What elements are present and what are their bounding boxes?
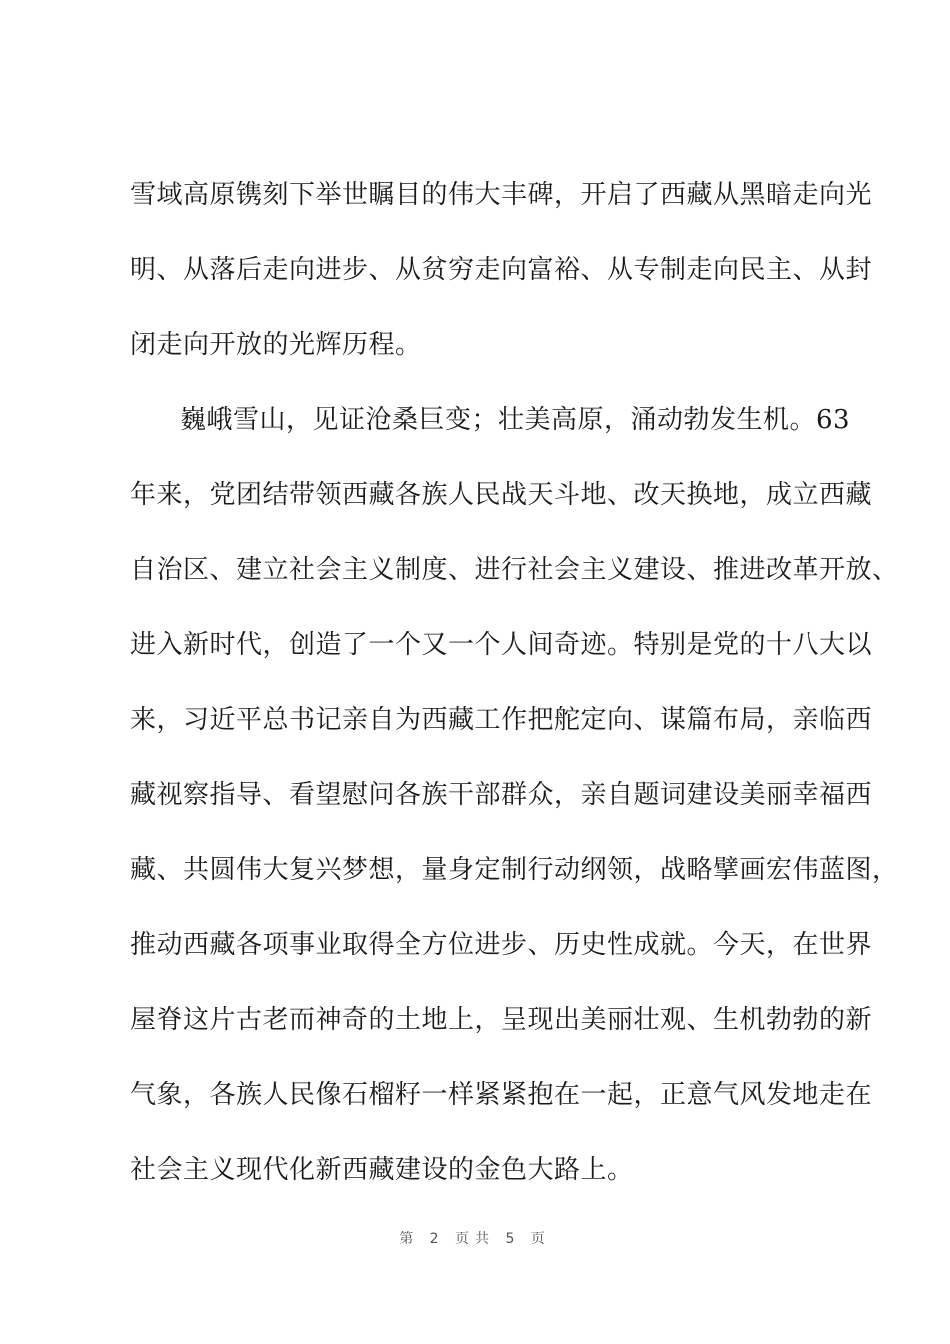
paragraph-line: 屋脊这片古老而神奇的土地上，呈现出美丽壮观、生机勃勃的新 [130,1005,873,1035]
paragraph-line: 气象，各族人民像石榴籽一样紧紧抱在一起，正意气风发地走在 [130,1080,873,1110]
paragraph-line: 藏、共圆伟大复兴梦想，量身定制行动纲领，战略擘画宏伟蓝图， [130,855,899,885]
paragraph-line: 藏视察指导、看望慰问各族干部群众，亲自题词建设美丽幸福西 [130,780,873,810]
paragraph-line: 来，习近平总书记亲自为西藏工作把舵定向、谋篇布局，亲临西 [130,705,873,735]
paragraph-line: 推动西藏各项事业取得全方位进步、历史性成就。今天，在世界 [130,930,873,960]
paragraph-line: 闭走向开放的光辉历程。 [130,330,422,360]
paragraph-line: 自治区、建立社会主义制度、进行社会主义建设、推进改革开放、 [130,555,899,585]
paragraph-line: 年来，党团结带领西藏各族人民战天斗地、改天换地，成立西藏 [130,480,873,510]
paragraph-line: 社会主义现代化新西藏建设的金色大路上。 [130,1155,634,1185]
paragraph-line: 雪域高原镌刻下举世瞩目的伟大丰碑，开启了西藏从黑暗走向光 [130,180,873,210]
paragraph-line: 明、从落后走向进步、从贫穷走向富裕、从专制走向民主、从封 [130,255,873,285]
page-number-footer: 第 2 页共 5 页 [399,1231,551,1247]
paragraph-line: 进入新时代，创造了一个又一个人间奇迹。特别是党的十八大以 [130,630,873,660]
paragraph-line: 巍峨雪山，见证沧桑巨变；壮美高原，涌动勃发生机。63 [180,405,851,435]
